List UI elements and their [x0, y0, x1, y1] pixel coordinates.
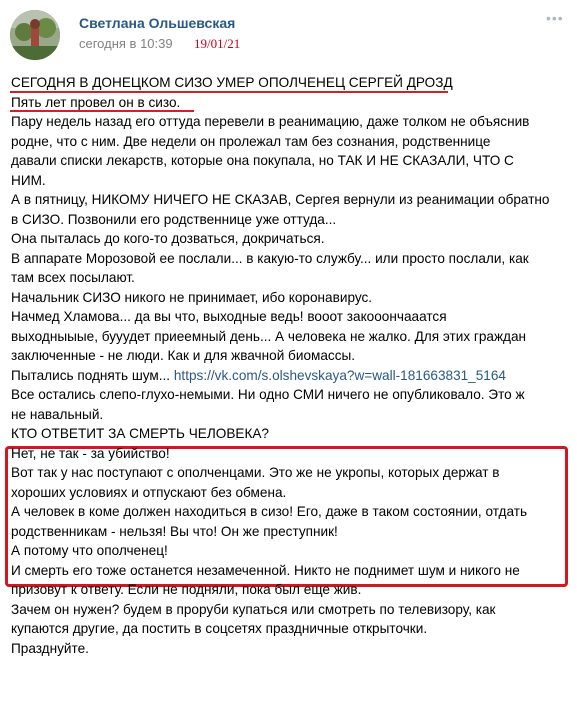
post-line: И смерть его тоже останется незамеченной. Никто не поднимет шум и никого не: [11, 562, 520, 578]
wall-link[interactable]: https://vk.com/s.olshevskaya?w=wall-181663831_5164: [173, 367, 506, 383]
post-line: заключенные - не люди. Как и для жвачной биомассы.: [11, 348, 356, 363]
boxed-line: Нет, не так - за убийство!: [11, 445, 170, 461]
post-line: Начальник СИЗО никого не принимает, ибо коронавирус.: [11, 289, 373, 305]
date-stamp: 19/01/21: [194, 36, 241, 51]
post-line: Она пыталась до кого-то дозваться, докричаться.: [11, 231, 325, 246]
post-line: родне, что с ним. Две недели он пролежал там без сознания, родственнице: [11, 133, 491, 149]
post-line: Начмед Хламова... да вы что, выходные ведь! вооот закооончааатся: [11, 309, 447, 324]
post-text: [11, 73, 571, 658]
more-options-icon[interactable]: •••: [546, 10, 564, 26]
boxed-line: А потому что ополченец!: [11, 543, 168, 558]
author-avatar[interactable]: [10, 10, 60, 60]
tried-text: Пытались поднять шум...: [11, 367, 174, 383]
post-line: давали списки лекарств, которые она покупала, но ТАК И НЕ СКАЗАЛИ, ЧТО С: [11, 153, 514, 168]
post-line: Все остались слепо-глухо-немыми. Ни одно СМИ ничего не опубликовало. Это ж: [11, 387, 525, 402]
post-line: В аппарате Морозовой ее послали... в какую-то службу... или просто послали, как: [11, 250, 529, 266]
post-line: купаются другие, да постить в соцсетях праздничные открыточки.: [11, 621, 428, 636]
post-line-with-link: [11, 366, 571, 386]
post-line: Пару недель назад его оттуда перевели в реанимацию, даже толком не объяснив: [11, 114, 530, 129]
post-line: Празднуйте.: [11, 640, 89, 656]
boxed-line: родственникам - нельзя! Вы что! Он же преступник!: [11, 523, 338, 539]
author-name[interactable]: Светлана Ольшевская: [79, 15, 236, 31]
post-line: в СИЗО. Позвонили его родственнице уже оттуда...: [11, 211, 337, 227]
post-line: А в пятницу, НИКОМУ НИЧЕГО НЕ СКАЗАВ, Сергея вернули из реанимации обратно: [11, 192, 550, 207]
post-date[interactable]: сегодня в 10:39: [79, 36, 173, 51]
boxed-line: хороших условиях и отпускают без обмена.: [11, 484, 287, 500]
post-line: выходныыые, бууудет приеемный день... А человека не жалко. Для этих граждан: [11, 328, 527, 344]
post-header: [0, 0, 577, 68]
post-subtitle: Пять лет провел он в сизо.: [11, 94, 181, 110]
post-line: там всех посылают.: [11, 270, 135, 285]
post-title: СЕГОДНЯ В ДОНЕЦКОМ СИЗО УМЕР ОПОЛЧЕНЕЦ СЕРГЕЙ ДРОЗД: [11, 75, 453, 90]
boxed-line: КТО ОТВЕТИТ ЗА СМЕРТЬ ЧЕЛОВЕКА?: [11, 426, 269, 441]
post-line: Зачем он нужен? будем в проруби купаться или смотреть по телевизору, как: [11, 601, 496, 617]
post-line: призовут к ответу. Если не подняли, пока был еще жив.: [11, 582, 362, 597]
avatar-image: [10, 10, 60, 60]
boxed-line: А человек в коме должен находиться в сизо! Его, даже в таком состоянии, отдать: [11, 504, 528, 519]
post-line: НИМ.: [11, 172, 46, 188]
boxed-line: Вот так у нас поступают с ополченцами. Это же не укропы, которых держат в: [11, 465, 500, 480]
post-line: не навальный.: [11, 406, 104, 422]
